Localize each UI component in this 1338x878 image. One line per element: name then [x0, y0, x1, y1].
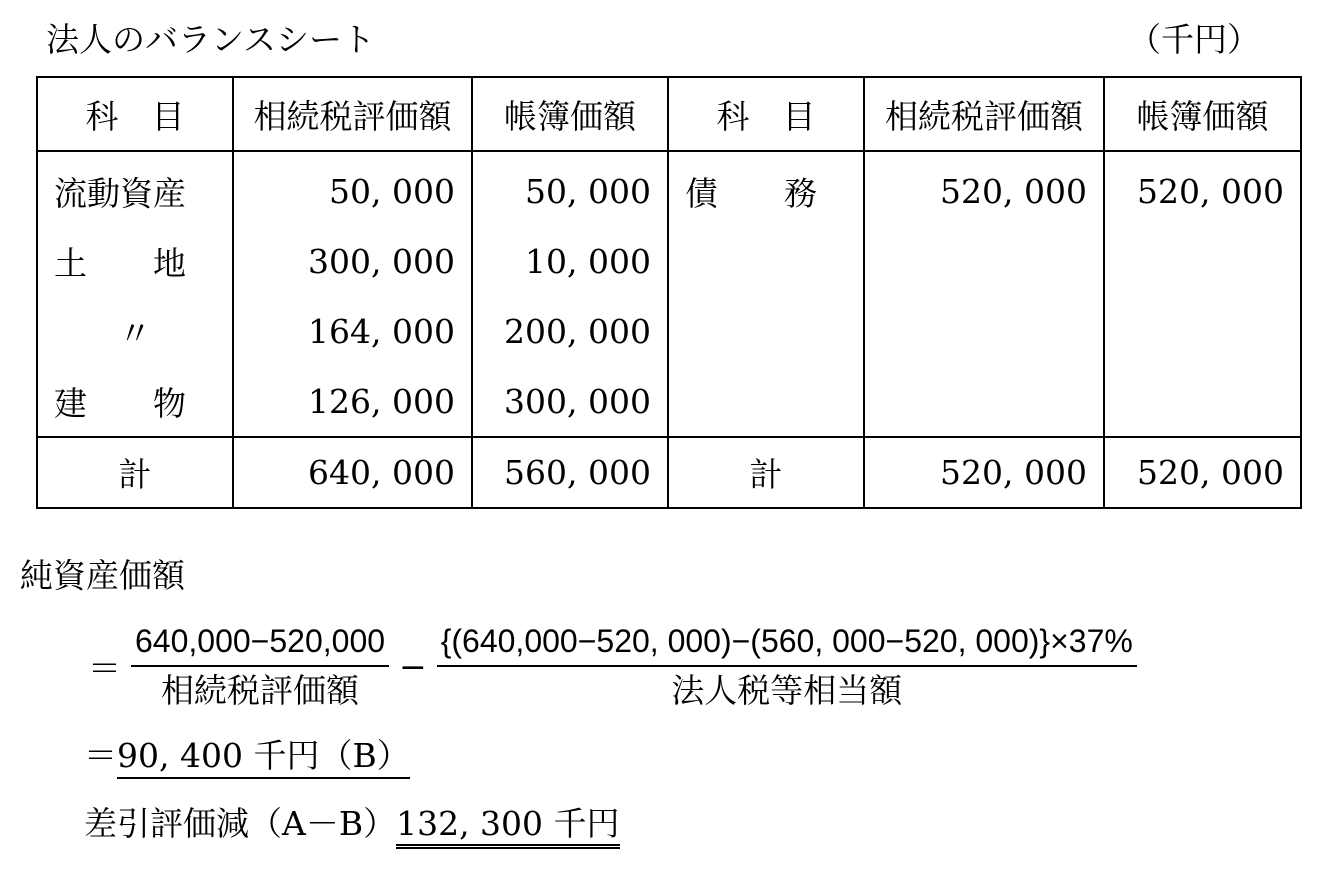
liability-eval: 520, 000 — [864, 151, 1104, 226]
empty-cell — [668, 366, 864, 437]
fraction-eval-denominator: 相続税評価額 — [161, 671, 360, 710]
asset-eval: 300, 000 — [233, 226, 472, 296]
table-row — [37, 151, 1301, 226]
asset-label: 建 物 — [37, 366, 233, 437]
asset-book: 50, 000 — [472, 151, 668, 226]
valuation-difference — [84, 802, 620, 846]
fraction-tax — [437, 621, 1137, 711]
asset-label: 流動資産 — [37, 151, 233, 226]
asset-eval: 50, 000 — [233, 151, 472, 226]
header-book-assets: 帳簿価額 — [472, 77, 668, 151]
empty-cell — [1104, 366, 1301, 437]
fraction-tax-numerator: {(640,000−520, 000)−(560, 000−520, 000)}×37% — [437, 621, 1137, 667]
fraction-tax-denominator: 法人税等相当額 — [671, 671, 903, 710]
fraction-eval — [131, 621, 389, 711]
total-book-liabilities: 520, 000 — [1104, 437, 1301, 508]
empty-cell — [668, 296, 864, 366]
asset-label-ditto: 〃 — [37, 296, 233, 366]
equals-sign: ＝ — [88, 648, 121, 688]
net-assets-result — [84, 734, 410, 778]
total-label-liabilities: 計 — [668, 437, 864, 508]
liability-label: 債 務 — [668, 151, 864, 226]
liability-book: 520, 000 — [1104, 151, 1301, 226]
table-row — [37, 226, 1301, 296]
empty-cell — [864, 226, 1104, 296]
asset-book: 300, 000 — [472, 366, 668, 437]
total-eval-assets: 640, 000 — [233, 437, 472, 508]
page-title: 法人のバランスシート — [46, 20, 376, 59]
header-subject-assets: 科 目 — [37, 77, 233, 151]
difference-label: 差引評価減（A－B） — [84, 804, 397, 843]
unit-label: （千円） — [1128, 20, 1260, 59]
empty-cell — [1104, 226, 1301, 296]
table-row — [37, 366, 1301, 437]
asset-label: 土 地 — [37, 226, 233, 296]
table-total-row — [37, 437, 1301, 508]
fraction-eval-numerator: 640,000−520,000 — [131, 621, 389, 667]
difference-value: 132, 300 千円 — [396, 804, 619, 849]
total-book-assets: 560, 000 — [472, 437, 668, 508]
total-eval-liabilities: 520, 000 — [864, 437, 1104, 508]
asset-eval: 126, 000 — [233, 366, 472, 437]
asset-book: 10, 000 — [472, 226, 668, 296]
header-eval-liabilities: 相続税評価額 — [864, 77, 1104, 151]
asset-book: 200, 000 — [472, 296, 668, 366]
table-header-row — [37, 77, 1301, 151]
empty-cell — [1104, 296, 1301, 366]
table-row — [37, 296, 1301, 366]
empty-cell — [864, 366, 1104, 437]
asset-eval: 164, 000 — [233, 296, 472, 366]
net-assets-heading: 純資産価額 — [20, 556, 185, 595]
total-label-assets: 計 — [37, 437, 233, 508]
net-assets-formula — [84, 616, 1143, 716]
minus-sign: − — [399, 646, 427, 686]
result-value: 90, 400 千円（B） — [117, 736, 410, 779]
empty-cell — [864, 296, 1104, 366]
empty-cell — [668, 226, 864, 296]
balance-sheet-table — [36, 76, 1302, 509]
header-subject-liabilities: 科 目 — [668, 77, 864, 151]
equals-sign: ＝ — [84, 736, 117, 775]
header-eval-assets: 相続税評価額 — [233, 77, 472, 151]
header-book-liabilities: 帳簿価額 — [1104, 77, 1301, 151]
